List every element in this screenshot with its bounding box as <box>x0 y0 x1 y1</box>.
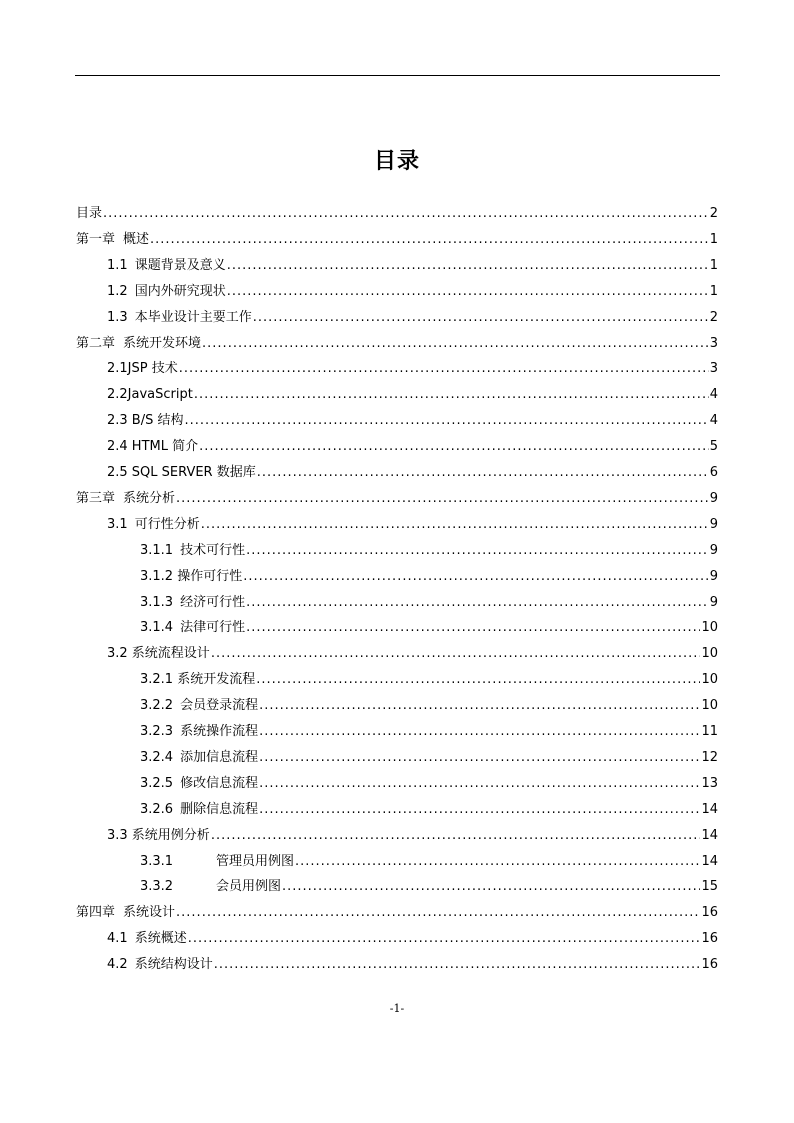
toc-leader-dots <box>103 201 709 227</box>
toc-entry-label <box>107 408 184 434</box>
toc-entry-number: 3.1.4 <box>140 620 174 636</box>
toc-leader-dots <box>282 874 700 900</box>
toc-entry-number: 3.2.4 <box>140 749 174 765</box>
toc-entry-text: 2.5 SQL SERVER 数据库 <box>107 465 256 480</box>
toc-entry-text: 目录 <box>76 206 103 221</box>
toc-entry-page: 9 <box>709 594 718 610</box>
toc-entry-label <box>140 667 255 693</box>
toc-entry[interactable] <box>140 771 718 797</box>
toc-entry-number: 3.2.2 <box>140 698 174 714</box>
toc-entry-label <box>140 615 245 641</box>
toc-entry[interactable] <box>140 538 718 564</box>
toc-entry[interactable] <box>140 849 718 875</box>
toc-entry-text: 系统分析 <box>123 490 176 506</box>
toc-entry-label <box>140 849 294 875</box>
toc-entry-page: 9 <box>709 490 718 506</box>
toc-leader-dots <box>246 590 709 616</box>
toc-entry-label <box>140 771 258 797</box>
toc-leader-dots <box>194 382 709 408</box>
toc-entry-number: 3.3.2 <box>140 879 174 895</box>
toc-entry-label <box>140 564 242 590</box>
toc-entry[interactable] <box>107 641 718 667</box>
toc-entry[interactable] <box>140 745 718 771</box>
toc-leader-dots <box>259 771 700 797</box>
toc-leader-dots <box>211 823 701 849</box>
toc-entry-text: 可行性分析 <box>134 516 200 532</box>
toc-entry[interactable] <box>140 615 718 641</box>
toc-leader-dots <box>202 331 709 357</box>
page-title: 目录 <box>373 149 420 174</box>
toc-entry-label <box>107 305 252 331</box>
toc-entry-page: 4 <box>709 413 718 429</box>
toc-entry-label <box>107 926 187 952</box>
toc-entry-text: 3.3 系统用例分析 <box>107 827 210 843</box>
toc-entry-number: 4.2 <box>107 957 128 973</box>
toc-entry[interactable] <box>107 253 718 279</box>
toc-entry-label <box>107 460 256 486</box>
toc-entry-label <box>107 382 193 408</box>
toc-entry-text: 会员登录流程 <box>180 698 259 714</box>
toc-entry-text: 修改信息流程 <box>180 775 259 791</box>
toc-entry-page: 16 <box>701 957 718 973</box>
toc-entry-page: 10 <box>701 672 718 688</box>
toc-entry-label <box>76 201 102 227</box>
toc-leader-dots <box>256 667 700 693</box>
toc-entry[interactable] <box>107 952 718 978</box>
toc-entry-page: 10 <box>701 698 718 714</box>
toc-entry-text: 2.1JSP 技术 <box>107 361 178 377</box>
toc-entry-label <box>140 719 258 745</box>
toc-entry-page: 12 <box>701 749 718 765</box>
toc-entry-page: 6 <box>709 465 718 480</box>
toc-entry-page: 1 <box>709 257 718 273</box>
toc-entry[interactable] <box>107 512 718 538</box>
toc-leader-dots <box>257 460 709 486</box>
toc-entry-text: 技术可行性 <box>180 542 246 558</box>
toc-leader-dots <box>259 719 700 745</box>
toc-entry-label <box>76 900 175 926</box>
toc-entry-text: 3.1.2 操作可行性 <box>140 568 243 584</box>
toc-entry-number: 3.1 <box>107 516 128 532</box>
toc-entry-label <box>107 356 178 382</box>
toc-leader-dots <box>188 926 701 952</box>
toc-entry-label <box>107 641 210 667</box>
toc-entry-page: 14 <box>701 801 718 817</box>
toc-entry[interactable] <box>107 356 718 382</box>
toc-entry-text: 系统操作流程 <box>180 724 259 739</box>
toc-entry-label <box>76 331 201 357</box>
toc-entry-page: 9 <box>709 542 718 558</box>
toc-entry-label <box>140 590 245 616</box>
toc-entry-label <box>107 512 200 538</box>
toc-entry-text: 系统结构设计 <box>134 957 213 973</box>
toc-entry-text: 课题背景及意义 <box>134 257 226 273</box>
toc-leader-dots <box>199 434 709 460</box>
toc-entry[interactable] <box>140 590 718 616</box>
toc-entry-label <box>76 227 149 253</box>
toc-leader-dots <box>176 900 700 926</box>
toc-entry[interactable] <box>76 900 718 926</box>
toc-leader-dots <box>246 538 709 564</box>
toc-entry-number: 1.2 <box>107 283 128 299</box>
toc-entry[interactable] <box>76 331 718 357</box>
toc-leader-dots <box>246 615 700 641</box>
toc-entry[interactable] <box>107 460 718 486</box>
toc-entry-text: 3.2.1 系统开发流程 <box>140 672 256 688</box>
toc-entry[interactable] <box>140 874 718 900</box>
header-rule <box>75 75 720 76</box>
toc-entry[interactable] <box>140 667 718 693</box>
toc-entry-number: 第三章 <box>76 490 116 506</box>
toc-entry-page: 10 <box>701 646 718 662</box>
toc-entry-number: 3.2.3 <box>140 724 174 739</box>
toc-entry-number: 3.2.5 <box>140 775 174 791</box>
toc-entry-page: 14 <box>701 827 718 843</box>
toc-leader-dots <box>176 486 709 512</box>
toc-entry-page: 16 <box>701 931 718 947</box>
toc-leader-dots <box>227 279 709 305</box>
toc-entry[interactable] <box>107 408 718 434</box>
toc-entry-label <box>107 434 198 460</box>
toc-leader-dots <box>259 693 700 719</box>
toc-entry-text: 系统设计 <box>123 905 176 921</box>
toc-entry-page: 3 <box>709 335 718 351</box>
toc-entry-page: 5 <box>709 439 718 455</box>
toc-entry-label <box>107 253 226 279</box>
toc-entry[interactable] <box>140 719 718 745</box>
toc-entry[interactable] <box>107 305 718 331</box>
toc-entry-number: 4.1 <box>107 931 128 947</box>
toc-entry[interactable] <box>107 926 718 952</box>
toc-entry-label <box>76 486 175 512</box>
toc-entry-page: 10 <box>701 620 718 636</box>
toc-entry-page: 9 <box>709 568 718 584</box>
toc-entry[interactable] <box>76 227 718 253</box>
toc-entry-text: 本毕业设计主要工作 <box>134 309 252 325</box>
toc-entry-number: 3.1.1 <box>140 542 174 558</box>
toc-entry-page: 9 <box>709 516 718 532</box>
toc-entry[interactable] <box>76 486 718 512</box>
toc-entry-number: 3.2.6 <box>140 801 174 817</box>
toc-entry-page: 4 <box>709 387 718 403</box>
toc-entry-text: 添加信息流程 <box>180 749 259 765</box>
toc-entry-number: 第二章 <box>76 335 116 351</box>
toc-entry-text: 概述 <box>123 231 150 247</box>
toc-entry-text: 会员用例图 <box>216 879 282 895</box>
toc-entry-page: 13 <box>701 775 718 791</box>
toc-entry-label <box>107 823 210 849</box>
toc-leader-dots <box>185 408 709 434</box>
toc-entry-label <box>140 538 245 564</box>
toc-entry-text: 经济可行性 <box>180 594 246 610</box>
toc-entry-text: 系统概述 <box>134 931 187 947</box>
toc-entry-page: 16 <box>701 905 718 921</box>
toc-entry-text: 管理员用例图 <box>216 853 295 869</box>
toc-entry[interactable] <box>140 564 718 590</box>
toc-entry-label <box>107 952 213 978</box>
toc-entry[interactable] <box>107 382 718 408</box>
toc-entry-text: 2.4 HTML 简介 <box>107 439 199 455</box>
toc-entry-number: 第一章 <box>76 231 116 247</box>
toc-entry-number: 3.1.3 <box>140 594 174 610</box>
toc-entry-page: 15 <box>701 879 718 895</box>
toc-leader-dots <box>150 227 709 253</box>
toc-entry-text: 删除信息流程 <box>180 801 259 817</box>
toc-entry[interactable] <box>140 693 718 719</box>
toc-entry-label <box>140 693 258 719</box>
toc-entry-number: 3.3.1 <box>140 853 174 869</box>
toc-entry[interactable] <box>140 797 718 823</box>
toc-leader-dots <box>201 512 709 538</box>
toc-entry-page: 14 <box>701 853 718 869</box>
toc-entry-label <box>107 279 226 305</box>
toc-entry[interactable] <box>107 279 718 305</box>
toc-entry[interactable] <box>107 823 718 849</box>
toc-leader-dots <box>214 952 701 978</box>
toc-entry-text: 3.2 系统流程设计 <box>107 646 210 662</box>
toc-entry-page: 2 <box>709 309 718 325</box>
toc-leader-dots <box>259 797 700 823</box>
toc-leader-dots <box>295 849 700 875</box>
toc-entry-text: 2.3 B/S 结构 <box>107 413 184 429</box>
toc-entry-page: 3 <box>709 361 718 377</box>
toc-entry-text: 国内外研究现状 <box>134 283 226 299</box>
toc-entry[interactable] <box>76 201 718 227</box>
toc-entry-number: 1.1 <box>107 257 128 273</box>
toc-entry-number: 1.3 <box>107 309 128 325</box>
toc-leader-dots <box>179 356 709 382</box>
toc-leader-dots <box>253 305 709 331</box>
toc-entry-page: 1 <box>709 231 718 247</box>
toc-leader-dots <box>211 641 701 667</box>
toc-entry-number: 第四章 <box>76 905 116 921</box>
toc-entry-text: 法律可行性 <box>180 620 246 636</box>
toc-entry-page: 1 <box>709 283 718 299</box>
toc-leader-dots <box>243 564 709 590</box>
toc-entry-label <box>140 874 281 900</box>
toc-entry[interactable] <box>107 434 718 460</box>
toc-entry-page: 2 <box>709 206 718 221</box>
page-number-footer: -1- <box>389 1002 405 1015</box>
toc-leader-dots <box>259 745 700 771</box>
toc-entry-text: 2.2JavaScript <box>107 387 193 403</box>
toc-entry-label <box>140 745 258 771</box>
toc-leader-dots <box>227 253 709 279</box>
toc-entry-page: 11 <box>701 724 718 739</box>
toc-entry-label <box>140 797 258 823</box>
toc-entry-text: 系统开发环境 <box>123 335 202 351</box>
